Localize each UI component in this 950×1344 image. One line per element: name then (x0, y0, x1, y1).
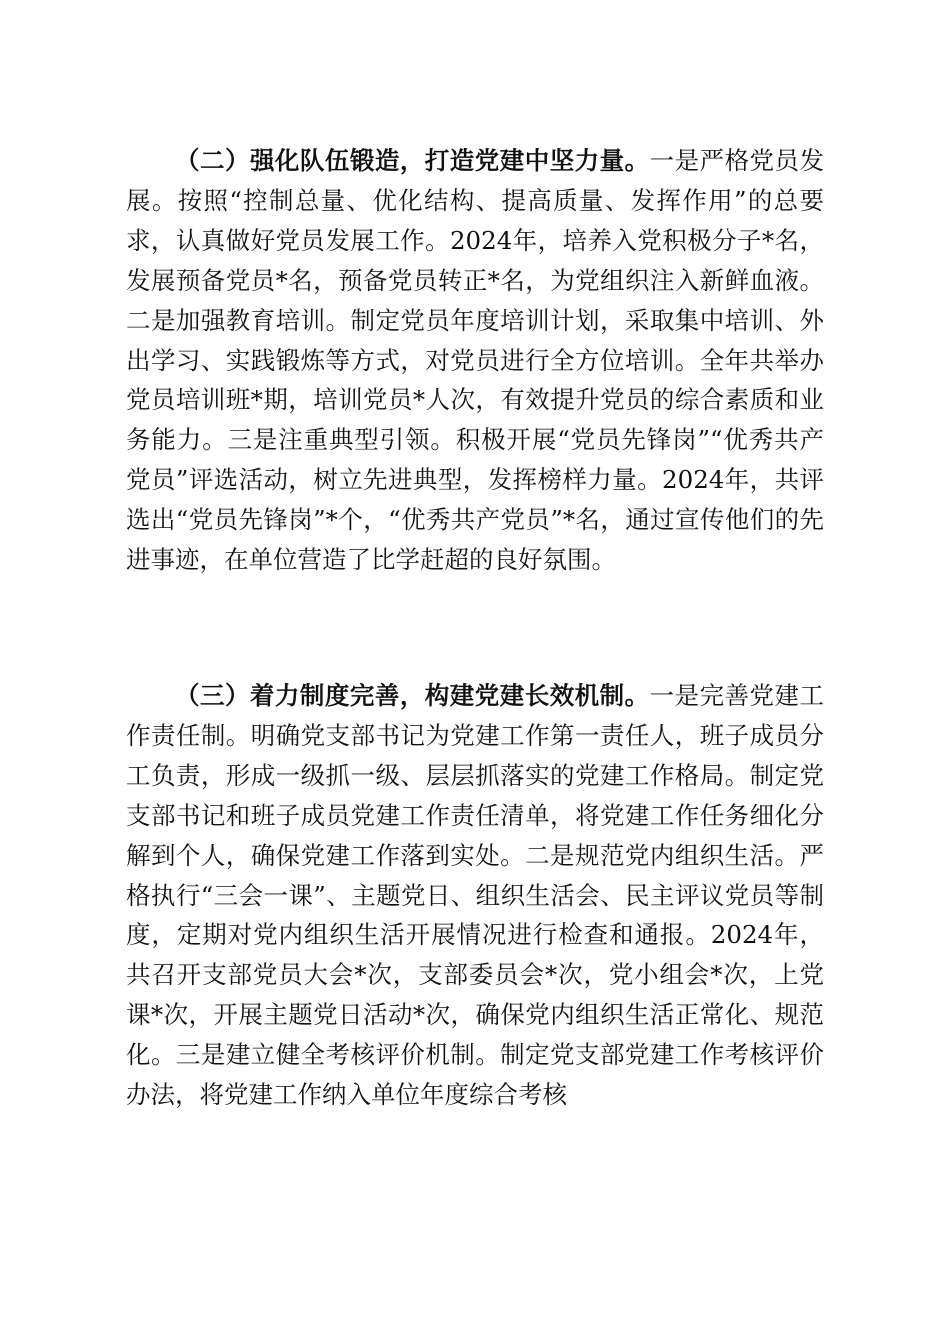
paragraph-heading: （三）着力制度完善，构建党建长效机制。 (175, 681, 650, 710)
paragraph (126, 676, 824, 1115)
paragraph-institution-building (126, 676, 824, 1115)
paragraph-team-building (126, 141, 824, 580)
paragraph-body: 一是完善党建工作责任制。明确党支部书记为党建工作第一责任人，班子成员分工负责，形成一级抓一级、层层抓落实的党建工作格局。制定党支部书记和班子成员党建工作责任清单，将党建工作任务细化分解到个人，确保党建工作落到实处。二是规范党内组织生活。严格执行“三会一课”、主题党日、组织生活会、民主评议党员等制度，定期对党内组织生活开展情况进行检查和通报。2024年，共召开支部党员大会*次，支部委员会*次，党小组会*次，上党课*次，开展主题党日活动*次，确保党内组织生活正常化、规范化。三是建立健全考核评价机制。制定党支部党建工作考核评价办法，将党建工作纳入单位年度综合考核 (126, 681, 825, 1110)
paragraph (126, 141, 824, 580)
paragraph-heading: （二）强化队伍锻造，打造党建中坚力量。 (175, 146, 650, 175)
paragraph-body: 一是严格党员发展。按照“控制总量、优化结构、提高质量、发挥作用”的总要求，认真做好党员发展工作。2024年，培养入党积极分子*名，发展预备党员*名，预备党员转正*名，为党组织注入新鲜血液。二是加强教育培训。制定党员年度培训计划，采取集中培训、外出学习、实践锻炼等方式，对党员进行全方位培训。全年共举办党员培训班*期，培训党员*人次，有效提升党员的综合素质和业务能力。三是注重典型引领。积极开展“党员先锋岗”“优秀共产党员”评选活动，树立先进典型，发挥榜样力量。2024年，共评选出“党员先锋岗”*个，“优秀共产党员”*名，通过宣传他们的先进事迹，在单位营造了比学赶超的良好氛围。 (126, 146, 825, 575)
